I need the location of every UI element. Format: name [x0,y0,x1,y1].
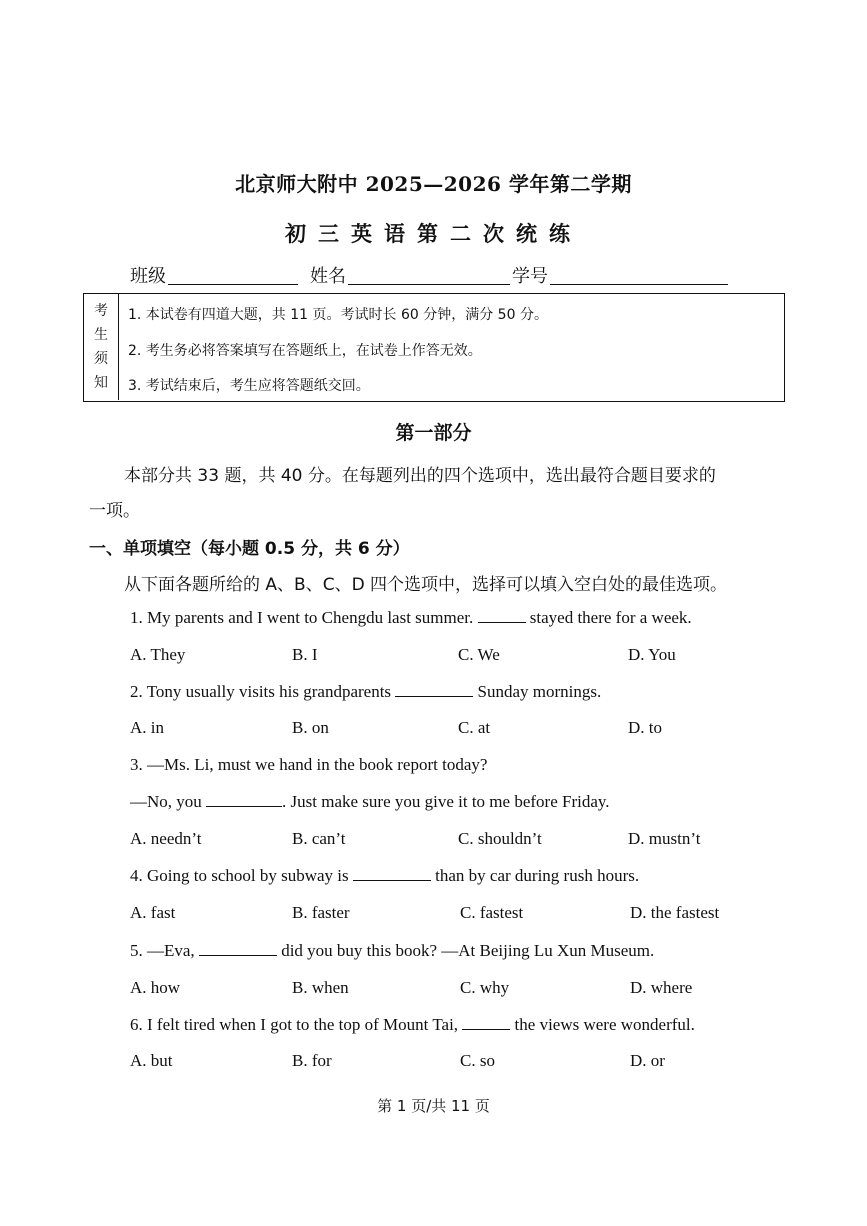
name-label: 姓名 [310,266,346,287]
question-stem [130,941,654,961]
question-stem [130,1015,695,1035]
question-text: did you buy this book? —At Beijing Lu Xun Museum. [276,941,655,960]
question-stem [130,608,692,628]
option-a[interactable]: A. needn’t [130,829,202,848]
notice-item: 2. 考生务必将答案填写在答题纸上，在试卷上作答无效。 [128,343,482,359]
answer-blank [206,792,282,807]
student-id-field[interactable] [550,284,728,285]
question-stem [130,866,639,886]
option-c[interactable]: C. We [458,645,500,664]
option-a[interactable]: A. in [130,718,164,737]
option-b[interactable]: B. can’t [292,829,346,848]
exam-subtitle: 初三英语第二次统练 [285,221,582,246]
option-d[interactable]: D. where [630,978,693,997]
notice-label [84,294,119,400]
student-id-label: 学号 [512,266,548,287]
answer-blank [462,1015,510,1030]
question-text: . Just make sure you give it to me before Friday. [282,792,610,811]
option-a[interactable]: A. They [130,645,186,664]
part-intro-line2: 一项。 [89,501,140,521]
option-b[interactable]: B. when [292,978,349,997]
exam-title: 北京师大附中 2025—2026 学年第二学期 [235,172,632,196]
question-text: 1. My parents and I went to Chengdu last summer. [130,608,478,627]
option-c[interactable]: C. shouldn’t [458,829,542,848]
option-d[interactable]: D. or [630,1051,665,1070]
question-text: 6. I felt tired when I got to the top of Mount Tai, [130,1015,463,1034]
answer-blank [199,941,277,956]
notice-label-char: 生 [94,327,108,343]
question-stem [130,792,610,812]
question-text: than by car during rush hours. [430,866,640,885]
class-field[interactable] [168,284,298,285]
option-b[interactable]: B. on [292,718,329,737]
option-d[interactable]: D. You [628,645,676,664]
question-text: Sunday mornings. [473,682,602,701]
question-text: stayed there for a week. [525,608,692,627]
option-c[interactable]: C. why [460,978,510,997]
question-stem: 3. —Ms. Li, must we hand in the book report today? [130,755,488,774]
answer-blank [353,866,431,881]
notice-item: 3. 考试结束后，考生应将答题纸交回。 [128,378,370,394]
question-text: 4. Going to school by subway is [130,866,353,885]
notice-item: 1. 本试卷有四道大题，共 11 页。考试时长 60 分钟，满分 50 分。 [128,307,548,323]
question-text: 5. —Eva, [130,941,199,960]
notice-label-char: 知 [94,375,108,391]
option-a[interactable]: A. fast [130,903,176,922]
option-c[interactable]: C. fastest [460,903,524,922]
section-instruction: 从下面各题所给的 A、B、C、D 四个选项中，选择可以填入空白处的最佳选项。 [124,575,728,595]
answer-blank [395,682,473,697]
notice-label-char: 考 [94,303,108,319]
question-text: 2. Tony usually visits his grandparents [130,682,396,701]
option-b[interactable]: B. for [292,1051,332,1070]
notice-label-char: 须 [94,351,108,367]
page-number: 第 1 页/共 11 页 [377,1097,490,1115]
option-c[interactable]: C. so [460,1051,495,1070]
student-info-row [130,262,750,290]
option-b[interactable]: B. faster [292,903,350,922]
question-stem [130,682,601,702]
option-d[interactable]: D. mustn’t [628,829,701,848]
question-text: the views were wonderful. [510,1015,695,1034]
name-field[interactable] [348,284,510,285]
question-text: —No, you [130,792,207,811]
answer-blank [478,608,526,623]
option-c[interactable]: C. at [458,718,491,737]
option-d[interactable]: D. the fastest [630,903,720,922]
option-b[interactable]: B. I [292,645,318,664]
part-title: 第一部分 [395,422,472,444]
class-label: 班级 [130,266,166,287]
notice-box [83,293,785,402]
option-d[interactable]: D. to [628,718,662,737]
part-intro-line1: 本部分共 33 题，共 40 分。在每题列出的四个选项中，选出最符合题目要求的 [124,466,716,486]
section-heading: 一、单项填空（每小题 0.5 分，共 6 分） [89,539,410,559]
option-a[interactable]: A. but [130,1051,173,1070]
option-a[interactable]: A. how [130,978,181,997]
